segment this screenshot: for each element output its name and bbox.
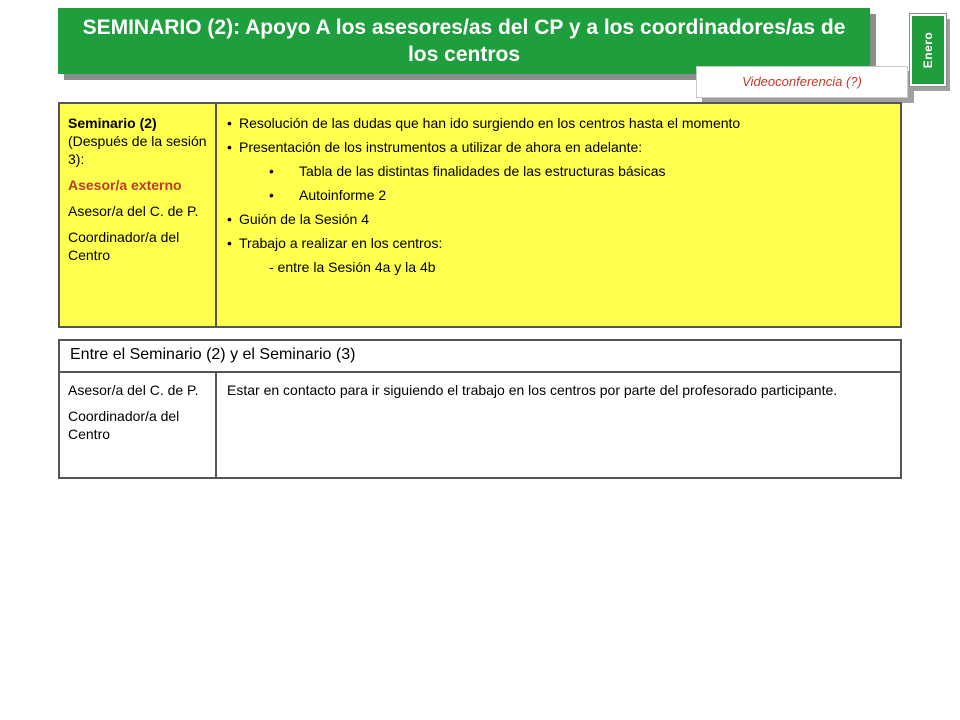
list-item: • Presentación de los instrumentos a utilizar de ahora en adelante: [227, 139, 643, 155]
seminar-table [58, 102, 902, 328]
between-description: Estar en contacto para ir siguiendo el trabajo en los centros por parte del profesorado participante. [227, 382, 838, 398]
sub-list-item: • Autoinforme 2 [269, 187, 387, 203]
role-coordinator: Coordinador/a del Centro [68, 408, 180, 442]
between-seminars-table [58, 339, 902, 479]
role-external-advisor: Asesor/a externo [68, 177, 182, 193]
list-item: • Guión de la Sesión 4 [227, 211, 369, 227]
mode-label: Videoconferencia (?) [696, 66, 908, 98]
seminar-content-cell [217, 104, 900, 326]
list-item: • Trabajo a realizar en los centros: [227, 235, 443, 251]
sub-list-item: • Tabla de las distintas finalidades de las estructuras básicas [269, 163, 666, 179]
between-seminars-header: Entre el Seminario (2) y el Seminario (3) [60, 341, 900, 373]
seminar-title: Seminario (2) [68, 115, 157, 131]
seminar-participants-cell [60, 104, 217, 326]
role-cp-advisor: Asesor/a del C. de P. [68, 382, 199, 398]
list-item: • Resolución de las dudas que han ido surgiendo en los centros hasta el momento [227, 115, 741, 131]
month-badge [910, 14, 946, 86]
list-item-detail: - entre la Sesión 4a y la 4b [269, 259, 436, 275]
between-participants-cell [60, 373, 217, 477]
page-title: SEMINARIO (2): Apoyo A los asesores/as del CP y a los coordinadores/as de los centros [58, 8, 870, 74]
month-label: Enero [921, 31, 935, 69]
role-cp-advisor: Asesor/a del C. de P. [68, 203, 199, 219]
seminar-subtitle: (Después de la sesión 3): [68, 133, 207, 167]
role-coordinator: Coordinador/a del Centro [68, 229, 180, 263]
